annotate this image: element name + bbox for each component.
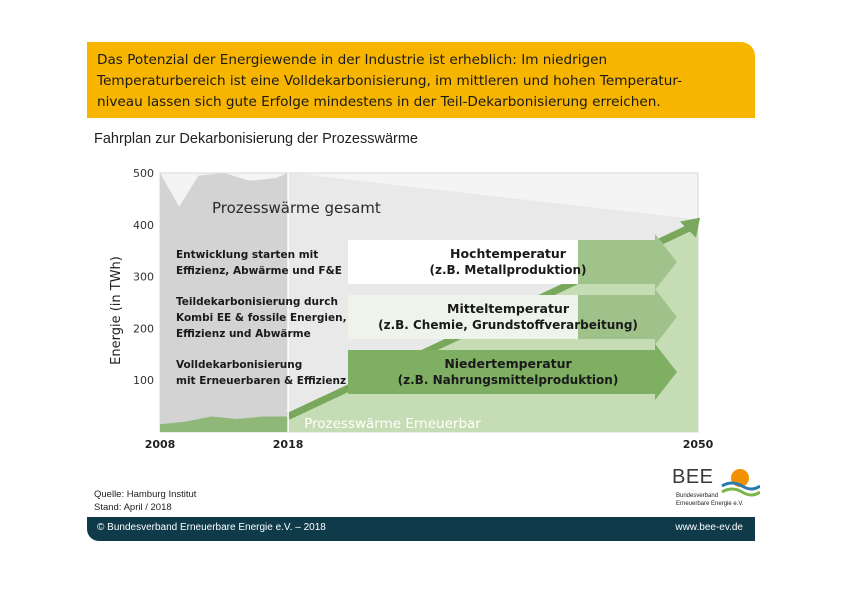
headline-line-1: Das Potenzial der Energiewende in der Industrie ist erheblich: Im niedrigen [97, 52, 608, 68]
logo-line-1: Bundesverband [676, 493, 719, 499]
y-tick-100: 100 [133, 374, 154, 388]
source-label: Quelle: Hamburg Institut [94, 489, 197, 500]
row-arrow-sub-3: (z.B. Nahrungsmittelproduktion) [397, 373, 619, 387]
row-label-1-1: Entwicklung starten mit [176, 249, 319, 261]
decarbonization-chart [100, 165, 720, 455]
footer-bar [87, 517, 755, 541]
headline-banner [87, 42, 755, 118]
headline-line-3: niveau lassen sich gute Erfolge mindestens in der Teil-Dekarbonisierung erreichen. [97, 94, 661, 110]
chart-subtitle: Fahrplan zur Dekarbonisierung der Prozesswärme [94, 131, 418, 147]
row-label-2-2: Kombi EE & fossile Energien, [176, 312, 347, 324]
headline-line-2: Temperaturbereich ist eine Volldekarbonisierung, im mittleren und hohen Temperatur- [97, 73, 682, 89]
y-tick-300: 300 [133, 270, 154, 284]
row-arrow-title-3: Niedertemperatur [444, 356, 572, 371]
stand-label: Stand: April / 2018 [94, 502, 172, 513]
row-label-1-2: Effizienz, Abwärme und F&E [176, 265, 342, 277]
logo-text: BEE [672, 466, 714, 488]
row-arrow-sub-2: (z.B. Chemie, Grundstoffverarbeitung) [378, 318, 638, 332]
copyright-text: © Bundesverband Erneuerbare Energie e.V. – 2018 [97, 522, 326, 533]
x-tick-2050: 2050 [682, 438, 714, 451]
logo-line-2: Erneuerbare Energie e.V. [676, 501, 744, 507]
y-tick-400: 400 [133, 218, 154, 232]
website-link[interactable]: www.bee-ev.de [675, 522, 743, 533]
row-arrow-3 [348, 344, 677, 400]
row-label-3-1: Volldekarbonisierung [176, 359, 303, 371]
x-tick-2008: 2008 [144, 438, 176, 451]
row-label-2-1: Teildekarbonisierung durch [176, 296, 338, 308]
bee-logo [672, 466, 762, 512]
row-label-2-3: Effizienz und Abwärme [176, 328, 311, 340]
y-axis-label: Energie (in TWh) [109, 256, 124, 365]
row-arrow-sub-1: (z.B. Metallproduktion) [429, 263, 587, 277]
row-arrow-title-1: Hochtemperatur [450, 246, 566, 261]
x-tick-2018: 2018 [272, 438, 304, 451]
row-label-3-2: mit Erneuerbaren & Effizienz [176, 375, 347, 387]
sun-wave-icon [720, 466, 760, 500]
y-tick-500: 500 [133, 167, 154, 180]
series-label-gesamt: Prozesswärme gesamt [212, 199, 381, 217]
series-label-erneuerbar: Prozesswärme Erneuerbar [304, 416, 481, 432]
row-arrow-title-2: Mitteltemperatur [447, 301, 569, 316]
y-tick-200: 200 [133, 322, 154, 336]
